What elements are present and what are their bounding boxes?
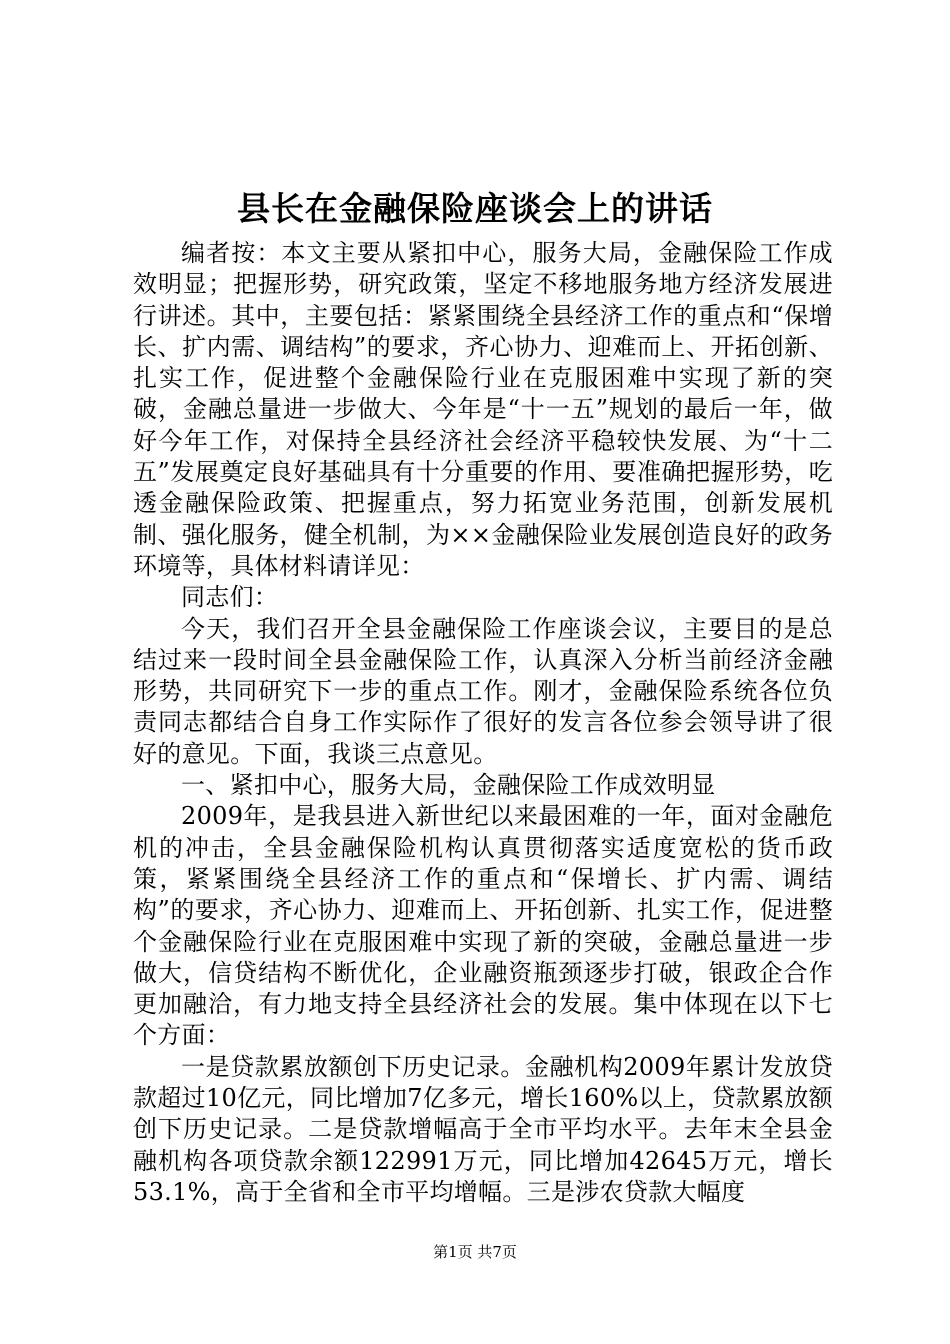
page-title: 县长在金融保险座谈会上的讲话 (237, 189, 713, 228)
document-body (133, 238, 833, 1208)
salutation-paragraph: 同志们： (181, 583, 279, 612)
editor-note-paragraph: 编者按：本文主要从紧扣中心，服务大局，金融保险工作成效明显；把握形势，研究政策，坚定不移地服务地方经济发展进行讲述。其中，主要包括：紧紧围绕全县经济工作的重点和“保增长、扩内需、调结构”的要求，齐心协力、迎难而上、开拓创新、扎实工作，促进整个金融保险行业在克服困难中实现了新的突破，金融总量进一步做大、今年是“十一五”规划的最后一年，做好今年工作，对保持全县经济社会经济平稳较快发展、为“十二五”发展奠定良好基础具有十分重要的作用、要准确把握形势，吃透金融保险政策、把握重点，努力拓宽业务范围，创新发展机制、强化服务，健全机制，为××金融保险业发展创造良好的政务环境等，具体材料请详见： (133, 239, 833, 580)
body-paragraph: 一是贷款累放额创下历史记录。金融机构2009年累计发放贷款超过10亿元，同比增加7亿多元，增长160%以上，贷款累放额创下历史记录。二是贷款增幅高于全市平均水平。去年末全县金融机构各项贷款余额122991万元，同比增加42645万元，增长53.1%，高于全省和全市平均增幅。三是涉农贷款大幅度 (133, 1052, 833, 1206)
section-heading-1: 一、紧扣中心，服务大局，金融保险工作成效明显 (181, 771, 716, 800)
opening-paragraph: 今天，我们召开全县金融保险工作座谈会议，主要目的是总结过来一段时间全县金融保险工作，认真深入分析当前经济金融形势，共同研究下一步的重点工作。刚才，金融保险系统各位负责同志都结合自身工作实际作了很好的发言各位参会领导讲了很好的意见。下面，我谈三点意见。 (133, 614, 833, 768)
page-footer: 第1页 共7页 (433, 1243, 517, 1261)
body-paragraph: 2009年，是我县进入新世纪以来最困难的一年，面对金融危机的冲击，全县金融保险机构认真贯彻落实适度宽松的货币政策，紧紧围绕全县经济工作的重点和“保增长、扩内需、调结构”的要求，齐心协力、迎难而上、开拓创新、扎实工作，促进整个金融保险行业在克服困难中实现了新的突破，金融总量进一步做大，信贷结构不断优化，企业融资瓶颈逐步打破，银政企合作更加融洽，有力地支持全县经济社会的发展。集中体现在以下七个方面： (133, 802, 833, 1050)
